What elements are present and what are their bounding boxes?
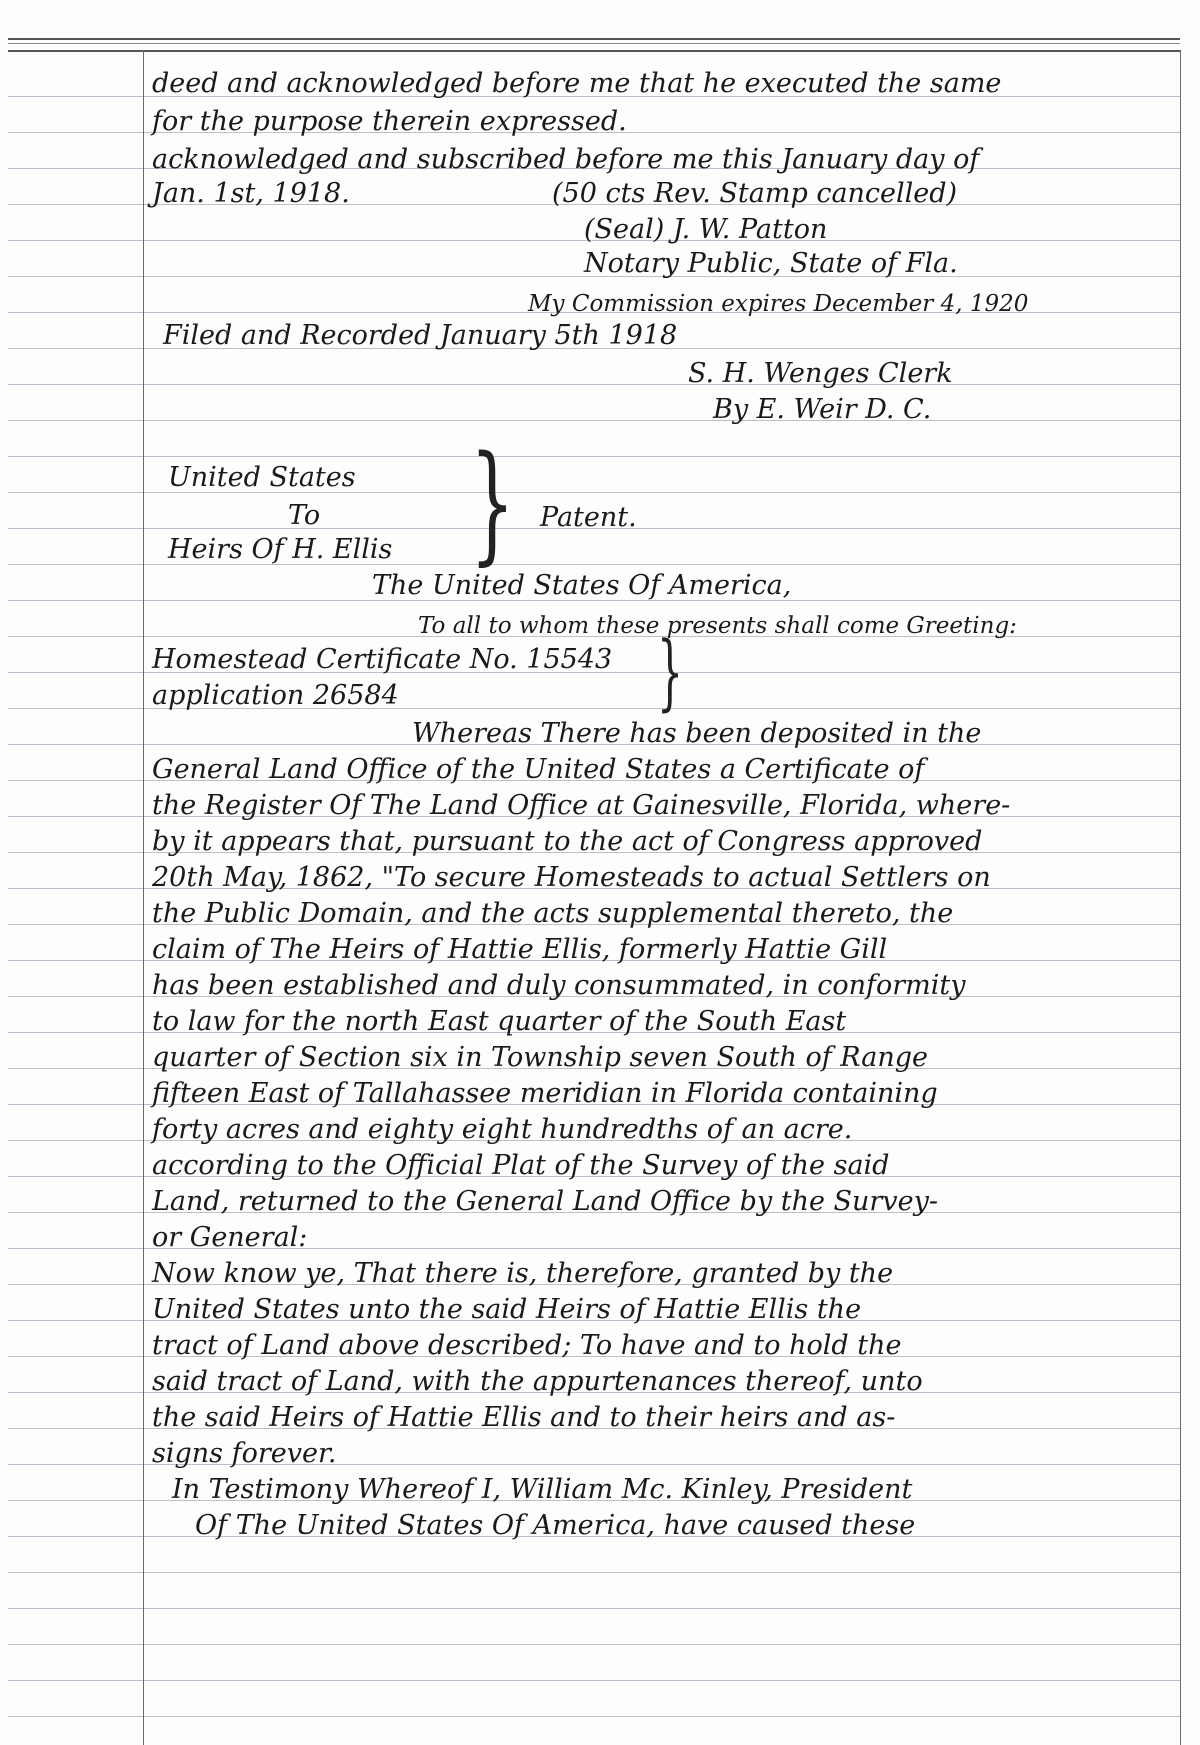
body-line: claim of The Heirs of Hattie Ellis, formerly Hattie Gill	[152, 934, 888, 965]
ledger-rule	[8, 1608, 1180, 1609]
caption-brace: }	[470, 429, 515, 578]
body-line: or General:	[152, 1222, 308, 1253]
notary-signature: (Seal) J. W. Patton	[584, 214, 828, 245]
body-line: forty acres and eighty eight hundredths of an acre.	[152, 1114, 853, 1145]
cert-line: acknowledged and subscribed before me this January day of	[152, 144, 980, 175]
left-margin-line	[143, 50, 144, 1745]
ledger-rule	[8, 384, 1180, 385]
commission-expiry: My Commission expires December 4, 1920	[528, 291, 1029, 317]
application-number: application 26584	[152, 680, 399, 711]
patent-heading: The United States Of America,	[372, 570, 792, 601]
notary-title: Notary Public, State of Fla.	[584, 248, 958, 279]
body-line: Of The United States Of America, have caused these	[195, 1510, 916, 1541]
body-line: 20th May, 1862, "To secure Homesteads to actual Settlers on	[152, 862, 991, 893]
ledger-rule	[8, 1644, 1180, 1645]
body-line: Now know ye, That there is, therefore, granted by the	[152, 1258, 894, 1289]
homestead-certificate-number: Homestead Certificate No. 15543	[152, 644, 613, 675]
filing-line: Filed and Recorded January 5th 1918	[163, 320, 678, 351]
caption-type: Patent.	[540, 502, 637, 533]
body-line: In Testimony Whereof I, William Mc. Kinley, President	[172, 1474, 913, 1505]
caption-party2: Heirs Of H. Ellis	[168, 534, 393, 565]
clerk-signature: S. H. Wenges Clerk	[688, 358, 953, 389]
ledger-rule	[8, 1716, 1180, 1717]
body-line: to law for the north East quarter of the South East	[152, 1006, 847, 1037]
body-line: has been established and duly consummated, in conformity	[152, 970, 966, 1001]
body-line: the Public Domain, and the acts supplemental thereto, the	[152, 898, 954, 929]
deputy-clerk-signature: By E. Weir D. C.	[713, 394, 932, 425]
body-line: the said Heirs of Hattie Ellis and to their heirs and as-	[152, 1402, 896, 1433]
body-line: fifteen East of Tallahassee meridian in Florida containing	[152, 1078, 938, 1109]
body-line: General Land Office of the United States a Certificate of	[152, 754, 925, 785]
body-line: United States unto the said Heirs of Hattie Ellis the	[152, 1294, 862, 1325]
cert-line: deed and acknowledged before me that he executed the same	[152, 68, 1002, 99]
body-line: said tract of Land, with the appurtenances thereof, unto	[152, 1366, 923, 1397]
cert-line: for the purpose therein expressed.	[152, 106, 627, 137]
body-line: signs forever.	[152, 1438, 337, 1469]
cert-line: Jan. 1st, 1918.	[152, 178, 350, 209]
body-line: Land, returned to the General Land Office by the Survey-	[152, 1186, 938, 1217]
caption-to: To	[288, 500, 321, 531]
body-line: the Register Of The Land Office at Gainesville, Florida, where-	[152, 790, 1011, 821]
body-line: tract of Land above described; To have and to hold the	[152, 1330, 902, 1361]
greeting-line: To all to whom these presents shall come Greeting:	[418, 613, 1017, 639]
ledger-rule	[8, 1680, 1180, 1681]
body-line: by it appears that, pursuant to the act of Congress approved	[152, 826, 983, 857]
top-border	[8, 38, 1180, 52]
caption-party1: United States	[168, 462, 356, 493]
body-line: according to the Official Plat of the Survey of the said	[152, 1150, 890, 1181]
right-margin-line	[1180, 50, 1181, 1745]
body-line: Whereas There has been deposited in the	[412, 718, 982, 749]
ledger-rule	[8, 456, 1180, 457]
body-line: quarter of Section six in Township seven South of Range	[152, 1042, 928, 1073]
number-brace: }	[657, 625, 684, 720]
ledger-rule	[8, 420, 1180, 421]
cert-line: (50 cts Rev. Stamp cancelled)	[552, 178, 958, 209]
ledger-rule	[8, 1572, 1180, 1573]
